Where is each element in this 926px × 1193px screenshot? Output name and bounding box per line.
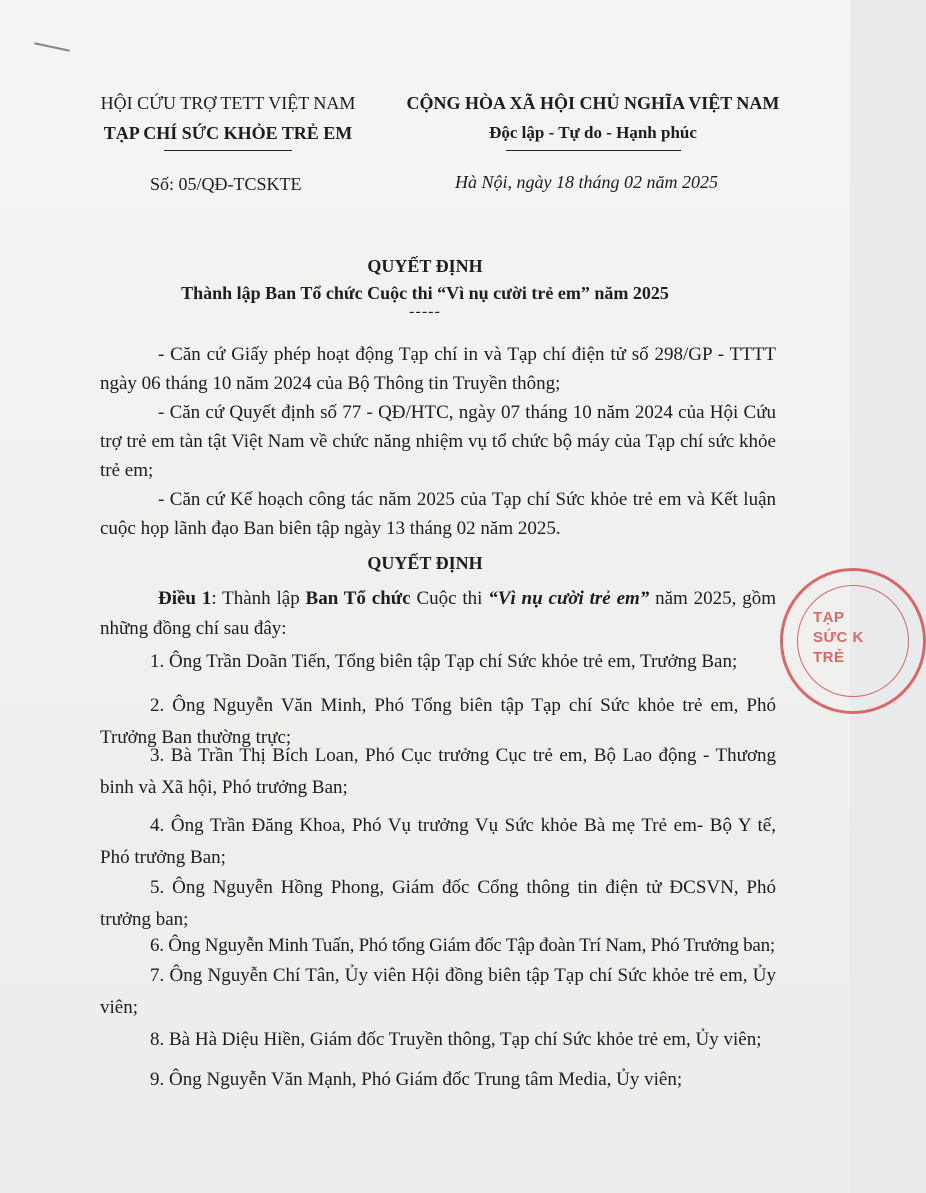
- legal-basis-item: - Căn cứ Kế hoạch công tác năm 2025 của Tạp chí Sức khỏe trẻ em và Kết luận cuộc họp lãnh đạo Ban biên tập ngày 13 tháng 02 năm 2025.: [100, 489, 776, 539]
- article-text: : Thành lập: [211, 588, 306, 609]
- country-name: CỘNG HÒA XÃ HỘI CHỦ NGHĨA VIỆT NAM: [406, 93, 780, 113]
- member-item: 2. Ông Nguyễn Văn Minh, Phó Tổng biên tập Tạp chí Sức khỏe trẻ em, Phó Trưởng Ban thường trực;: [100, 695, 776, 748]
- article-label: Điều 1: [158, 588, 212, 609]
- legal-basis-item: - Căn cứ Giấy phép hoạt động Tạp chí in và Tạp chí điện tử số 298/GP - TTTT ngày 06 tháng 10 năm 2024 của Bộ Thông tin Truyền thông;: [100, 344, 776, 394]
- seal-text: SỨC K: [813, 629, 864, 646]
- document-title: QUYẾT ĐỊNH: [367, 256, 483, 276]
- article-1: [100, 584, 776, 644]
- official-seal: [780, 568, 926, 714]
- issuer-underline: [164, 150, 292, 151]
- title-separator: -----: [409, 303, 441, 320]
- article-text: Cuộc thi: [410, 588, 489, 609]
- member-item: 7. Ông Nguyễn Chí Tân, Ủy viên Hội đồng biên tập Tạp chí Sức khỏe trẻ em, Ủy viên;: [100, 965, 776, 1018]
- national-heading: [388, 88, 798, 151]
- decision-heading: QUYẾT ĐỊNH: [367, 553, 483, 573]
- document-subtitle: Thành lập Ban Tổ chức Cuộc thi “Vì nụ cười trẻ em” năm 2025: [181, 283, 669, 303]
- legal-bases: [100, 340, 776, 543]
- parent-organization: HỘI CỨU TRỢ TETT VIỆT NAM: [100, 93, 356, 113]
- member-item: 4. Ông Trần Đăng Khoa, Phó Vụ trưởng Vụ Sức khỏe Bà mẹ Trẻ em- Bộ Y tế, Phó trưởng Ban;: [100, 815, 776, 868]
- member-item: 1. Ông Trần Doãn Tiến, Tổng biên tập Tạp chí Sức khỏe trẻ em, Trưởng Ban;: [150, 651, 738, 672]
- article-text: năm 2025, gồm những đồng chí sau đây:: [100, 588, 777, 639]
- member-item: 6. Ông Nguyễn Minh Tuấn, Phó tổng Giám đốc Tập đoàn Trí Nam, Phó Trưởng ban;: [150, 935, 775, 956]
- motto-underline: [506, 150, 681, 151]
- seal-text: TRẺ: [813, 649, 845, 666]
- organization-name: TẠP CHÍ SỨC KHỎE TRẺ EM: [103, 123, 353, 143]
- issuer-block: [78, 88, 378, 151]
- member-item: 9. Ông Nguyễn Văn Mạnh, Phó Giám đốc Trung tâm Media, Ủy viên;: [150, 1069, 683, 1090]
- seal-text: TẠP: [813, 609, 845, 626]
- member-item: 3. Bà Trần Thị Bích Loan, Phó Cục trưởng Cục trẻ em, Bộ Lao động - Thương binh và Xã hội, Phó trưởng Ban;: [100, 745, 776, 798]
- contest-name: “Vì nụ cười trẻ em”: [488, 588, 650, 609]
- member-item: 5. Ông Nguyễn Hồng Phong, Giám đốc Cổng thông tin điện tử ĐCSVN, Phó trưởng ban;: [100, 877, 776, 930]
- national-motto: Độc lập - Tự do - Hạnh phúc: [489, 123, 697, 142]
- legal-basis-item: - Căn cứ Quyết định số 77 - QĐ/HTC, ngày 07 tháng 10 năm 2024 của Hội Cứu trợ trẻ em tàn tật Việt Nam về chức năng nhiệm vụ tổ chức bộ máy của Tạp chí sức khỏe trẻ em;: [100, 402, 776, 481]
- member-item: 8. Bà Hà Diệu Hiền, Giám đốc Truyền thông, Tạp chí Sức khỏe trẻ em, Ủy viên;: [150, 1029, 762, 1050]
- document-number: Số: 05/QĐ-TCSKTE: [150, 174, 302, 194]
- place-and-date: Hà Nội, ngày 18 tháng 02 năm 2025: [455, 172, 718, 192]
- pen-mark: [34, 42, 70, 51]
- article-term: Ban Tổ chức: [305, 588, 411, 609]
